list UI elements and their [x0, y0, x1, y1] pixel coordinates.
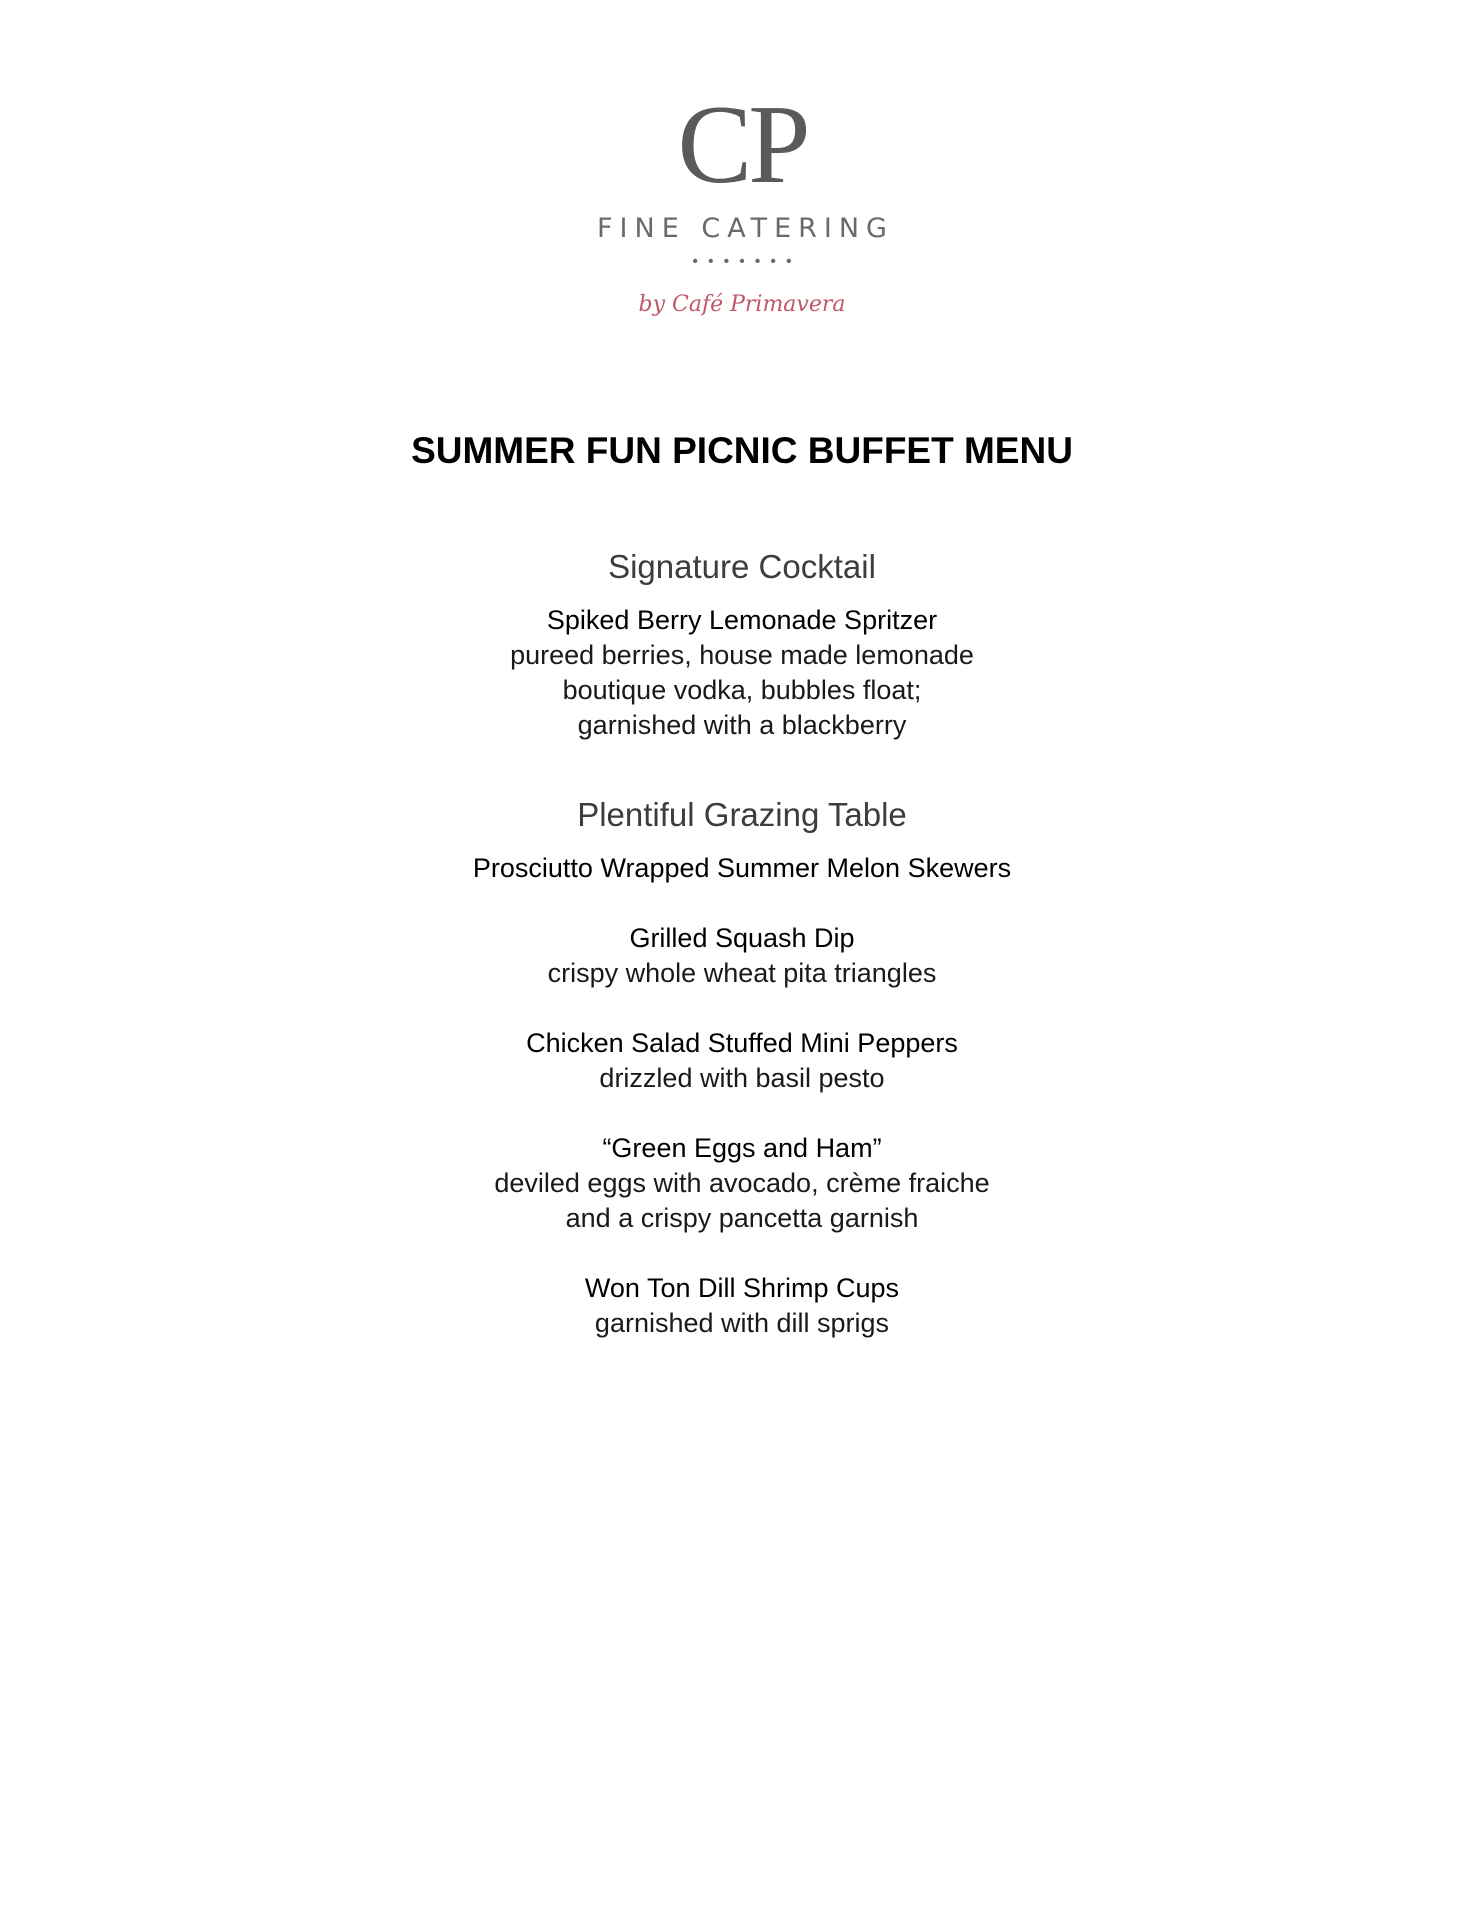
logo-subtitle: FINE CATERING	[597, 213, 894, 244]
menu	[0, 545, 1484, 1391]
description-line: drizzled with basil pesto	[599, 1063, 885, 1093]
item-name: “Green Eggs and Ham”	[602, 1133, 882, 1163]
item-description	[0, 1306, 1484, 1341]
logo-dots: •••••••	[692, 253, 802, 270]
description-line: boutique vodka, bubbles float;	[562, 675, 922, 705]
menu-section-cocktail	[0, 545, 1484, 743]
page-title: SUMMER FUN PICNIC BUFFET MENU	[411, 430, 1073, 471]
description-line: deviled eggs with avocado, crème fraiche	[494, 1168, 990, 1198]
description-line: crispy whole wheat pita triangles	[547, 958, 937, 988]
section-heading: Plentiful Grazing Table	[577, 796, 907, 833]
item-description	[0, 1061, 1484, 1096]
menu-item	[0, 921, 1484, 991]
menu-item	[0, 603, 1484, 743]
description-line: pureed berries, house made lemonade	[510, 640, 974, 670]
item-description	[0, 638, 1484, 743]
item-name: Prosciutto Wrapped Summer Melon Skewers	[472, 853, 1012, 883]
logo	[0, 83, 1484, 317]
item-description	[0, 1166, 1484, 1236]
logo-mark: CP	[677, 83, 807, 207]
item-name: Won Ton Dill Shrimp Cups	[584, 1273, 900, 1303]
menu-item	[0, 1131, 1484, 1236]
item-name: Grilled Squash Dip	[629, 923, 855, 953]
description-line: garnished with a blackberry	[577, 710, 907, 740]
menu-section-grazing	[0, 793, 1484, 1341]
description-line: and a crispy pancetta garnish	[565, 1203, 919, 1233]
logo-script: by Café Primavera	[638, 292, 846, 317]
menu-item	[0, 1026, 1484, 1096]
description-line: garnished with dill sprigs	[594, 1308, 890, 1338]
item-description	[0, 956, 1484, 991]
section-heading: Signature Cocktail	[608, 548, 876, 585]
menu-item	[0, 851, 1484, 886]
menu-item	[0, 1271, 1484, 1341]
item-name: Spiked Berry Lemonade Spritzer	[546, 605, 938, 635]
item-name: Chicken Salad Stuffed Mini Peppers	[526, 1028, 958, 1058]
